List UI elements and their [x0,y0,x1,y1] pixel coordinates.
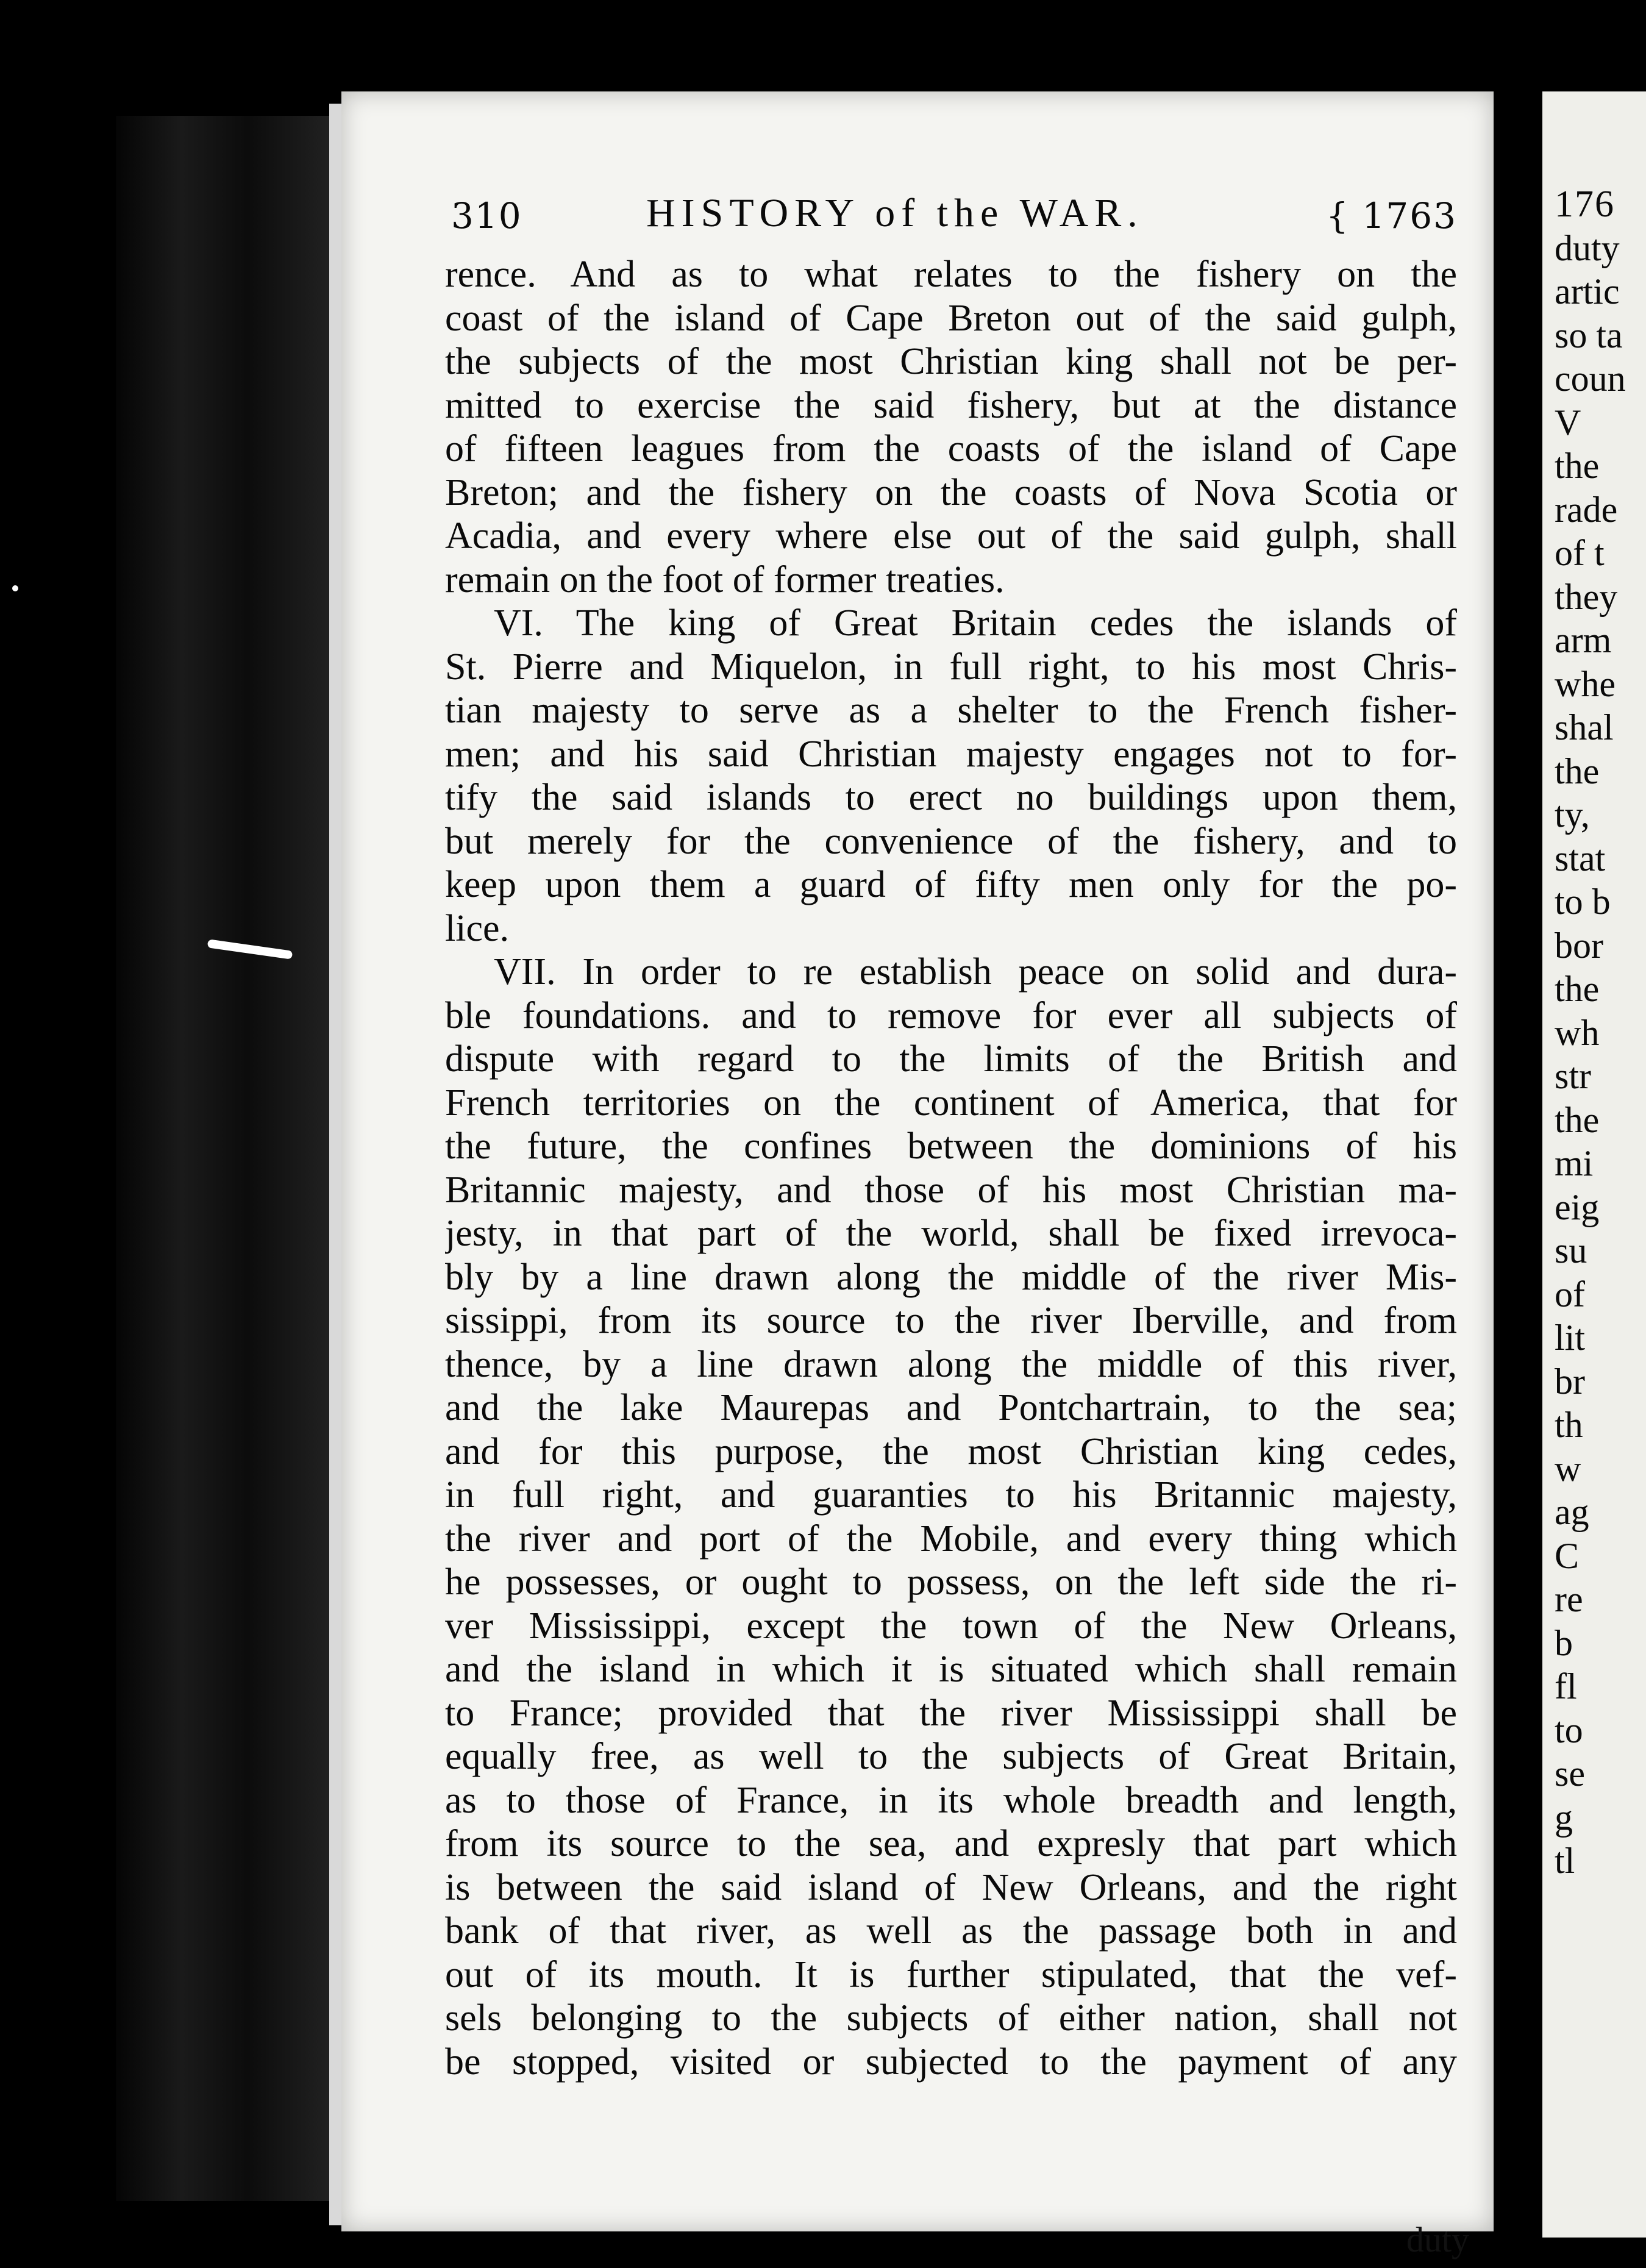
text-line: from its source to the sea, and expresly that part which [445,1823,1457,1864]
facing-line: g [1555,1797,1573,1838]
facing-line: ty, [1555,794,1590,835]
text-line: thence, by a line drawn along the middle of this river, [445,1343,1457,1385]
facing-line: shal [1555,707,1614,747]
facing-line: they [1555,576,1618,617]
facing-line: re [1555,1579,1583,1619]
facing-line: of [1555,1274,1585,1314]
facing-line: w [1555,1448,1581,1489]
facing-line: coun [1555,358,1626,399]
text-line: jesty, in that part of the world, shall be fixed irrevoca- [445,1213,1457,1254]
text-line: is between the said island of New Orleans, and the right [445,1866,1457,1908]
facing-line: of t [1555,533,1605,573]
text-line: and the lake Maurepas and Pontchartrain, to the sea; [445,1387,1457,1428]
text-line: Britannic majesty, and those of his most Christian ma- [445,1169,1457,1211]
article-vi-start: VI. The king of Great Britain cedes the islands of [494,602,1457,644]
facing-page-text [1555,183,1646,1883]
header-year: { 1763 [1326,195,1457,237]
facing-line: b [1555,1622,1573,1663]
facing-line: tl [1555,1841,1575,1881]
facing-line: C [1555,1535,1580,1576]
text-line: of fifteen leagues from the coasts of the island of Cape [445,428,1457,469]
text-line: be stopped, visited or subjected to the payment of any [445,2041,1457,2083]
text-line: bly by a line drawn along the middle of the river Mis- [445,1256,1457,1298]
facing-line: br [1555,1361,1585,1402]
text-line: dispute with regard to the limits of the British and [445,1038,1457,1080]
text-line: but merely for the convenience of the fishery, and to [445,820,1457,862]
text-line: tian majesty to serve as a shelter to the French fisher- [445,690,1457,731]
text-line: as to those of France, in its whole breadth and length, [445,1779,1457,1821]
scan-speck [12,585,18,591]
facing-line: rade [1555,489,1618,530]
text-line: and for this purpose, the most Christian king cedes, [445,1430,1457,1472]
text-line: men; and his said Christian majesty engages not to for- [445,733,1457,775]
facing-line: arm [1555,620,1612,660]
article-vii-start: VII. In order to re establish peace on solid and dura- [494,951,1457,993]
facing-line: whe [1555,663,1616,704]
text-line: tify the said islands to erect no buildings upon them, [445,777,1457,818]
facing-line: the [1555,751,1600,791]
text-line: ver Mississippi, except the town of the New Orleans, [445,1605,1457,1647]
text-line: lice. [445,907,509,949]
text-line: he possesses, or ought to possess, on the left side the ri- [445,1561,1457,1603]
text-line: Breton; and the fishery on the coasts of Nova Scotia or [445,471,1457,513]
running-title: HISTORY of the WAR. [646,191,1144,235]
text-line: rence. And as to what relates to the fishery on the [445,254,1457,295]
page-number: 310 [451,195,522,237]
facing-page-header: 176 [1555,184,1615,225]
text-line: French territories on the continent of America, that for [445,1082,1457,1124]
text-line: the subjects of the most Christian king shall not be per- [445,341,1457,382]
text-line: bank of that river, as well as the passage both in and [445,1910,1457,1952]
facing-line: stat [1555,838,1606,879]
facing-line: str [1555,1056,1591,1096]
page-gutter [1494,73,1545,2244]
text-line: mitted to exercise the said fishery, but at the distance [445,384,1457,426]
book-binding [116,116,335,2201]
text-line: St. Pierre and Miquelon, in full right, to his most Chris- [445,646,1457,688]
left-page [341,91,1494,2259]
text-line: to France; provided that the river Mississippi shall be [445,1692,1457,1734]
facing-line: to b [1555,882,1611,922]
text-line: the future, the confines between the dominions of his [445,1125,1457,1167]
facing-line: fl [1555,1666,1577,1706]
facing-line: artic [1555,271,1620,312]
text-line: out of its mouth. It is further stipulated, that the vef- [445,1953,1457,1995]
text-line: coast of the island of Cape Breton out of the said gulph, [445,297,1457,339]
facing-line: su [1555,1230,1587,1271]
text-line: equally free, as well to the subjects of Great Britain, [445,1736,1457,1777]
text-line: sissippi, from its source to the river Iberville, and from [445,1300,1457,1341]
facing-line: duty [1555,227,1620,268]
text-line: the river and port of the Mobile, and every thing which [445,1517,1457,1560]
facing-line: th [1555,1405,1583,1445]
facing-line: ag [1555,1492,1589,1532]
facing-page [1542,91,1646,2238]
body-text [445,253,1457,2084]
text-line: Acadia, and every where else out of the said gulph, shall [445,515,1457,557]
facing-line: V [1555,402,1581,443]
text-line: keep upon them a guard of fifty men only for the po- [445,864,1457,905]
text-line: and the island in which it is situated which shall remain [445,1649,1457,1690]
text-line: in full right, and guaranties to his Britannic majesty, [445,1474,1457,1516]
facing-line: the [1555,1099,1600,1140]
facing-line: bor [1555,925,1603,966]
page-header [451,183,1457,250]
facing-line: the [1555,969,1600,1009]
facing-line: eig [1555,1186,1600,1227]
facing-line: se [1555,1753,1585,1794]
text-line: remain on the foot of former treaties. [445,558,1005,601]
facing-line: lit [1555,1318,1586,1358]
facing-line: the [1555,446,1600,486]
catchword: duty [1406,2220,1469,2259]
text-line: ble foundations. and to remove for ever all subjects of [445,994,1457,1036]
facing-line: to [1555,1710,1583,1750]
facing-line: wh [1555,1012,1600,1053]
facing-line: so ta [1555,315,1623,355]
facing-line: mi [1555,1143,1594,1183]
text-line: sels belonging to the subjects of either nation, shall not [445,1997,1457,2039]
